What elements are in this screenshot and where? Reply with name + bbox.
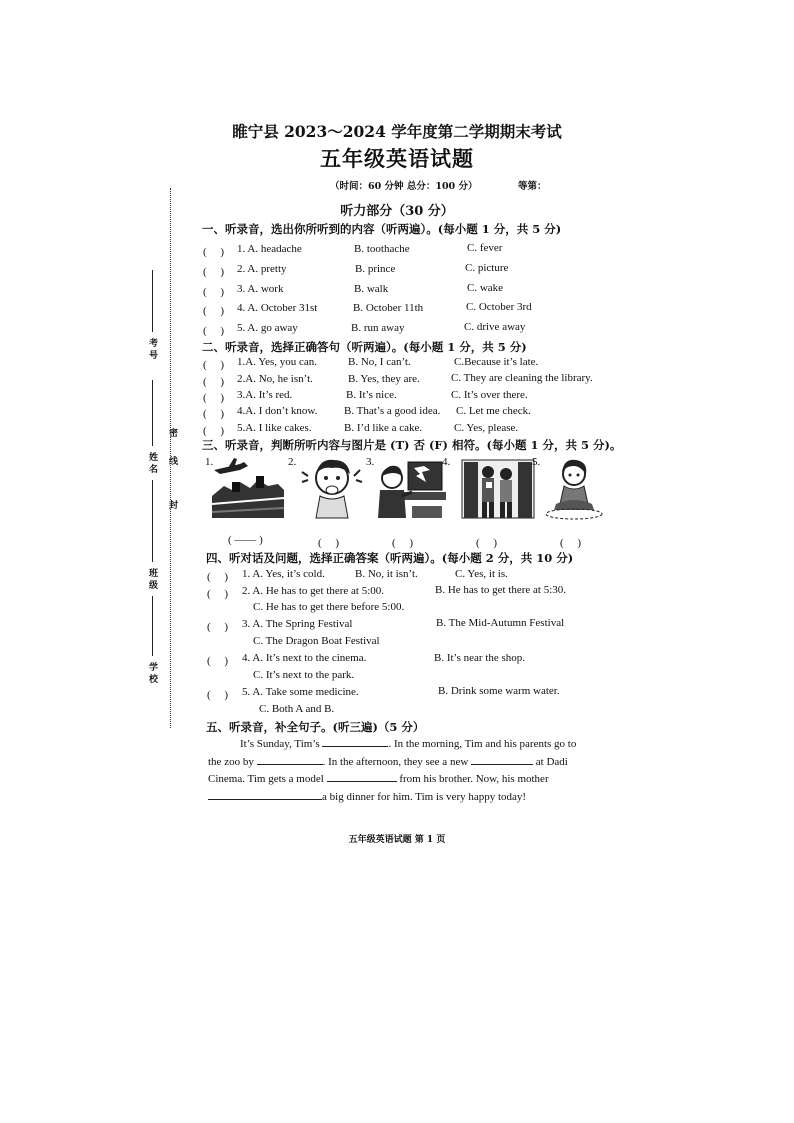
fill-in-passage bbox=[208, 736, 602, 806]
girl-sitting-on-floor-icon bbox=[540, 456, 606, 522]
q1-2-paren[interactable]: ( ) bbox=[203, 266, 225, 278]
q4-1-a: 1. A. Yes, it’s cold. bbox=[242, 568, 325, 580]
pic-4-num: 4. bbox=[442, 456, 451, 468]
girl-sneezing-icon bbox=[296, 456, 375, 522]
school-line bbox=[152, 596, 153, 656]
q1-3-a: 3. A. work bbox=[237, 283, 284, 295]
blank-1[interactable] bbox=[322, 745, 388, 747]
passage-text-7: from his brother. Now, his mother bbox=[399, 773, 549, 785]
exam-no-label: 考 号 bbox=[147, 338, 157, 360]
exam-title: 睢宁县 2023～2024 学年度第二学期期末考试 bbox=[232, 122, 562, 141]
q1-1-a: 1. A. headache bbox=[237, 243, 302, 255]
q2-1-paren[interactable]: ( ) bbox=[203, 359, 225, 371]
q4-1-b: B. No, it isn’t. bbox=[355, 568, 418, 580]
blank-4[interactable] bbox=[327, 780, 397, 782]
q2-1-b: B. No, I can’t. bbox=[348, 356, 411, 368]
q1-3-c: C. wake bbox=[467, 282, 504, 294]
q1-2-c: C. picture bbox=[465, 262, 509, 274]
boy-at-computer-icon bbox=[372, 456, 451, 522]
passage-text-1: It’s Sunday, Tim’s bbox=[240, 738, 320, 750]
section-3-title: 三、听录音，判断所听内容与图片是 (T) 否 (F) 相符。(每小题 1 分，共 5 分)。 bbox=[202, 438, 622, 452]
q4-3-a: 3. A. The Spring Festival bbox=[242, 618, 353, 630]
plane-over-great-wall-icon bbox=[210, 456, 286, 522]
q1-3-paren[interactable]: ( ) bbox=[203, 286, 225, 298]
passage-text-6: Cinema. Tim gets a model bbox=[208, 773, 324, 785]
q2-4-b: B. That’s a good idea. bbox=[344, 405, 441, 417]
q1-4-c: C. October 3rd bbox=[466, 301, 532, 313]
q2-5-a: 5.A. I like cakes. bbox=[237, 422, 312, 434]
class-line bbox=[152, 480, 153, 562]
q4-3-paren[interactable]: ( ) bbox=[207, 621, 229, 633]
pic-1-answer[interactable]: ( —— ) bbox=[228, 534, 263, 546]
people-in-doorway-icon bbox=[460, 456, 536, 522]
section-4-title: 四、听对话及问题，选择正确答案（听两遍）。(每小题 2 分，共 10 分) bbox=[206, 551, 574, 565]
q2-3-paren[interactable]: ( ) bbox=[203, 392, 225, 404]
q1-4-a: 4. A. October 31st bbox=[237, 302, 318, 314]
q4-5-a: 5. A. Take some medicine. bbox=[242, 686, 359, 698]
section-2-title: 二、听录音，选择正确答句（听两遍）。(每小题 1 分，共 5 分) bbox=[202, 340, 527, 354]
exam-subtitle: 五年级英语试题 bbox=[320, 146, 474, 171]
q4-4-paren[interactable]: ( ) bbox=[207, 655, 229, 667]
page-footer: 五年级英语试题 第 1 页 bbox=[348, 835, 446, 845]
section-5-title: 五、听录音，补全句子。(听三遍)（5 分） bbox=[206, 720, 425, 734]
pic-3-answer[interactable]: ( ) bbox=[392, 537, 414, 549]
q4-5-c: C. Both A and B. bbox=[259, 703, 335, 715]
q4-4-b: B. It’s near the shop. bbox=[434, 652, 526, 664]
q2-2-paren[interactable]: ( ) bbox=[203, 376, 225, 388]
q4-1-paren[interactable]: ( ) bbox=[207, 571, 229, 583]
q2-2-b: B. Yes, they are. bbox=[348, 373, 420, 385]
q2-5-b: B. I’d like a cake. bbox=[344, 422, 423, 434]
q4-2-b: B. He has to get there at 5:30. bbox=[435, 584, 567, 596]
pic-2-answer[interactable]: ( ) bbox=[318, 537, 340, 549]
blank-2[interactable] bbox=[257, 763, 323, 765]
seal-char-1: 线 bbox=[167, 456, 177, 465]
passage-text-2: . In the morning, Tim and his parents go to bbox=[388, 738, 577, 750]
q2-4-paren[interactable]: ( ) bbox=[203, 408, 225, 420]
passage-text-5: at Dadi bbox=[535, 755, 568, 768]
q2-1-c: C.Because it’s late. bbox=[454, 356, 539, 368]
grade-label: 等第： bbox=[518, 181, 547, 192]
q1-1-c: C. fever bbox=[467, 242, 503, 254]
seal-char-3: 密 bbox=[167, 428, 177, 437]
q1-5-c: C. drive away bbox=[464, 321, 526, 333]
name-label: 姓 名 bbox=[147, 452, 157, 474]
pic-3-num: 3. bbox=[366, 456, 375, 468]
q4-2-c: C. He has to get there before 5:00. bbox=[253, 601, 405, 613]
class-label: 班 级 bbox=[147, 568, 157, 590]
seal-char-2: 封 bbox=[167, 500, 177, 509]
pic-1-num: 1. bbox=[205, 456, 214, 468]
passage-text-4: . In the afternoon, they see a new bbox=[322, 755, 469, 768]
q4-3-b: B. The Mid-Autumn Festival bbox=[436, 617, 565, 629]
q1-2-b: B. prince bbox=[355, 263, 396, 275]
q1-1-b: B. toothache bbox=[354, 243, 410, 255]
q1-3-b: B. walk bbox=[354, 283, 389, 295]
exam-info: （时间：60 分钟 总分：100 分） bbox=[330, 181, 478, 192]
q1-1-paren[interactable]: ( ) bbox=[203, 246, 225, 258]
q2-3-b: B. It’s nice. bbox=[346, 389, 397, 401]
section-1-title: 一、听录音，选出你所听到的内容（听两遍）。(每小题 1 分，共 5 分) bbox=[202, 222, 562, 236]
q1-5-paren[interactable]: ( ) bbox=[203, 325, 225, 337]
q2-3-a: 3.A. It’s red. bbox=[237, 389, 293, 401]
passage-text-3: the zoo by bbox=[208, 755, 254, 768]
q4-2-paren[interactable]: ( ) bbox=[207, 588, 229, 600]
blank-5[interactable] bbox=[208, 798, 322, 800]
q2-5-c: C. Yes, please. bbox=[454, 422, 519, 434]
q1-4-b: B. October 11th bbox=[353, 302, 424, 314]
q4-2-a: 2. A. He has to get there at 5:00. bbox=[242, 585, 385, 597]
q1-5-a: 5. A. go away bbox=[237, 322, 298, 334]
name-line bbox=[152, 380, 153, 446]
q2-2-c: C. They are cleaning the library. bbox=[451, 372, 593, 384]
q2-4-c: C. Let me check. bbox=[456, 405, 531, 417]
q4-1-c: C. Yes, it is. bbox=[455, 568, 508, 580]
q2-4-a: 4.A. I don’t know. bbox=[237, 405, 318, 417]
q4-3-c: C. The Dragon Boat Festival bbox=[253, 635, 380, 647]
q2-5-paren[interactable]: ( ) bbox=[203, 425, 225, 437]
pic-2-num: 2. bbox=[288, 456, 297, 468]
q4-4-c: C. It’s next to the park. bbox=[253, 669, 355, 681]
q4-4-a: 4. A. It’s next to the cinema. bbox=[242, 652, 367, 664]
q2-1-a: 1.A. Yes, you can. bbox=[237, 356, 318, 368]
q1-5-b: B. run away bbox=[351, 322, 405, 334]
listening-part-title: 听力部分（30 分） bbox=[340, 204, 454, 219]
q4-5-b: B. Drink some warm water. bbox=[438, 685, 560, 697]
blank-3[interactable] bbox=[471, 763, 533, 765]
q4-5-paren[interactable]: ( ) bbox=[207, 689, 229, 701]
q2-3-c: C. It’s over there. bbox=[451, 389, 528, 401]
pic-5-answer[interactable]: ( ) bbox=[560, 537, 582, 549]
q2-2-a: 2.A. No, he isn’t. bbox=[237, 373, 313, 385]
q1-4-paren[interactable]: ( ) bbox=[203, 305, 225, 317]
pic-5-num: 5. bbox=[532, 456, 541, 468]
school-label: 学 校 bbox=[147, 662, 157, 684]
passage-text-8: a big dinner for him. Tim is very happy today! bbox=[322, 790, 527, 803]
q1-2-a: 2. A. pretty bbox=[237, 263, 287, 275]
exam-no-line bbox=[152, 270, 153, 332]
pic-4-answer[interactable]: ( ) bbox=[476, 537, 498, 549]
